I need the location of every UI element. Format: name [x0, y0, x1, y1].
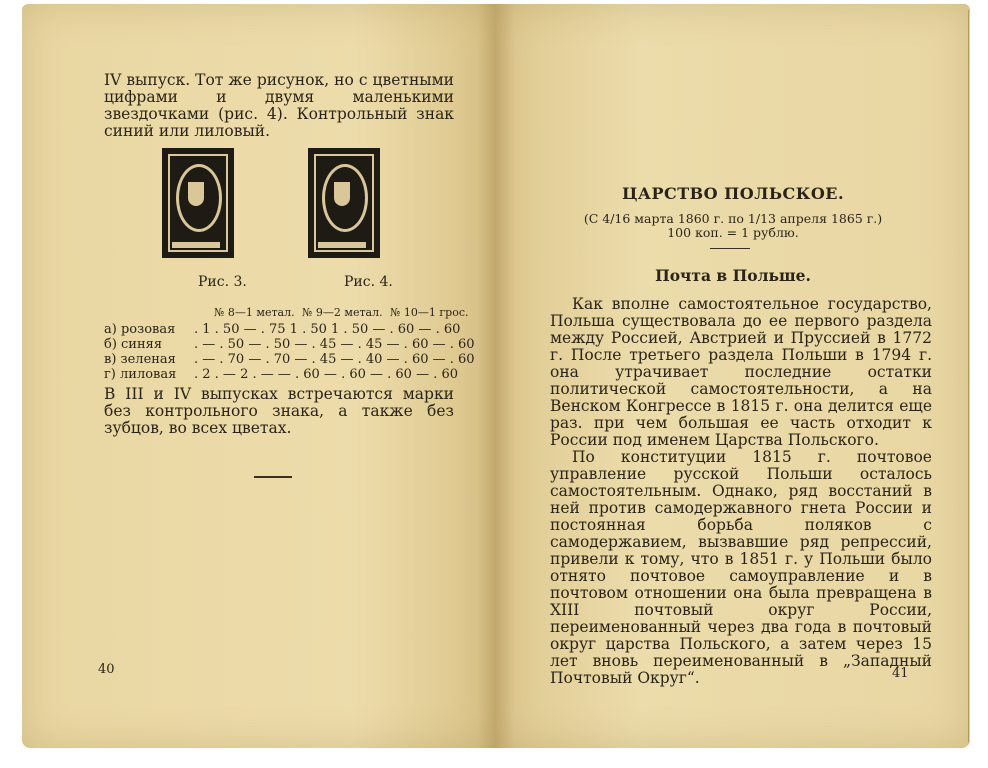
paragraph-text: По конституции 1815 г. почтовое управление русской Польши осталось самостоятельным. Однако, ряд восстаний в ней против самодержавного гнета России и постоянная борьба поляков с самодержавием, вызвавшие ряд репрессий, привели к тому, что в 1851 г. у Польши было отнято почтовое самоуправление и в почтовом отношении она была превращена в XIII почтовый округ России, переименованный через два года в почтовый округ царства Польского, а затем через 15 лет вновь переименованный в „Западный Почтовый Округ“.	[550, 448, 932, 687]
table-header	[104, 306, 474, 322]
divider	[254, 476, 292, 478]
right-body-text	[550, 296, 932, 687]
section-heading: Почта в Польше.	[655, 266, 811, 285]
row-label: б) синяя	[104, 337, 163, 352]
left-paragraph-1	[104, 72, 454, 140]
price-table	[104, 306, 474, 382]
table-row	[104, 352, 474, 367]
paragraph-text: В III и IV выпусках встречаются марки без контрольного знака, а также без зубцов, во всех цветах.	[104, 385, 454, 437]
table-header-cell: № 9—2 метал.	[302, 306, 383, 319]
page-number-right: 41	[892, 666, 909, 681]
open-book	[22, 4, 970, 748]
row-label: а) розовая	[104, 322, 176, 337]
left-page	[22, 4, 496, 748]
left-paragraph-2	[104, 386, 454, 437]
table-header-cell: № 10—1 грос.	[390, 306, 469, 319]
table-row	[104, 322, 474, 337]
page-number-left: 40	[98, 662, 115, 677]
table-row	[104, 337, 474, 352]
stamp-figure-3	[162, 148, 234, 258]
stamp-figure-4	[308, 148, 380, 258]
subtitle-dates: (С 4/16 марта 1860 г. по 1/13 апреля 1865 г.)	[583, 211, 883, 226]
figure-caption-4: Рис. 4.	[344, 274, 393, 290]
stamp-figures	[162, 148, 402, 266]
row-values: . — . 70 — . 70 — . 45 — . 40 — . 60 — . 60	[194, 352, 475, 367]
row-values: . 1 . 50 — . 75 1 . 50 1 . 50 — . 60 — . 60	[194, 322, 461, 337]
table-header-cell: № 8—1 метал.	[214, 306, 295, 319]
row-label: в) зеленая	[104, 352, 176, 367]
row-values: . 2 . — 2 . — — . 60 — . 60 — . 60 — . 60	[194, 367, 459, 382]
row-label: г) лиловая	[104, 367, 177, 382]
chapter-subtitle	[496, 212, 970, 240]
figure-caption-3: Рис. 3.	[198, 274, 247, 290]
paragraph-text: Как вполне самостоятельное государство, Польша существовала до ее первого раздела между Россией, Австрией и Пруссией в 1772 г. После третьего раздела Польши в 1794 г. она утрачивает последние остатки политической самостоятельности, а на Венском Конгрессе в 1815 г. она делится еще раз. при чем большая ее часть отходит к России под именем Царства Польского.	[550, 295, 932, 449]
chapter-title: ЦАРСТВО ПОЛЬСКОЕ.	[621, 184, 845, 203]
subtitle-currency: 100 коп. = 1 рублю.	[667, 225, 799, 240]
row-values: . — . 50 — . 50 — . 45 — . 45 — . 60 — . 60	[194, 337, 475, 352]
divider	[710, 248, 750, 249]
right-page	[496, 4, 970, 748]
paragraph-text: IV выпуск. Тот же рисунок, но с цветными цифрами и двумя маленькими звездочками (рис. 4). Контрольный знак синий или лиловый.	[104, 71, 454, 140]
table-row	[104, 367, 474, 382]
page-edges	[968, 10, 970, 742]
